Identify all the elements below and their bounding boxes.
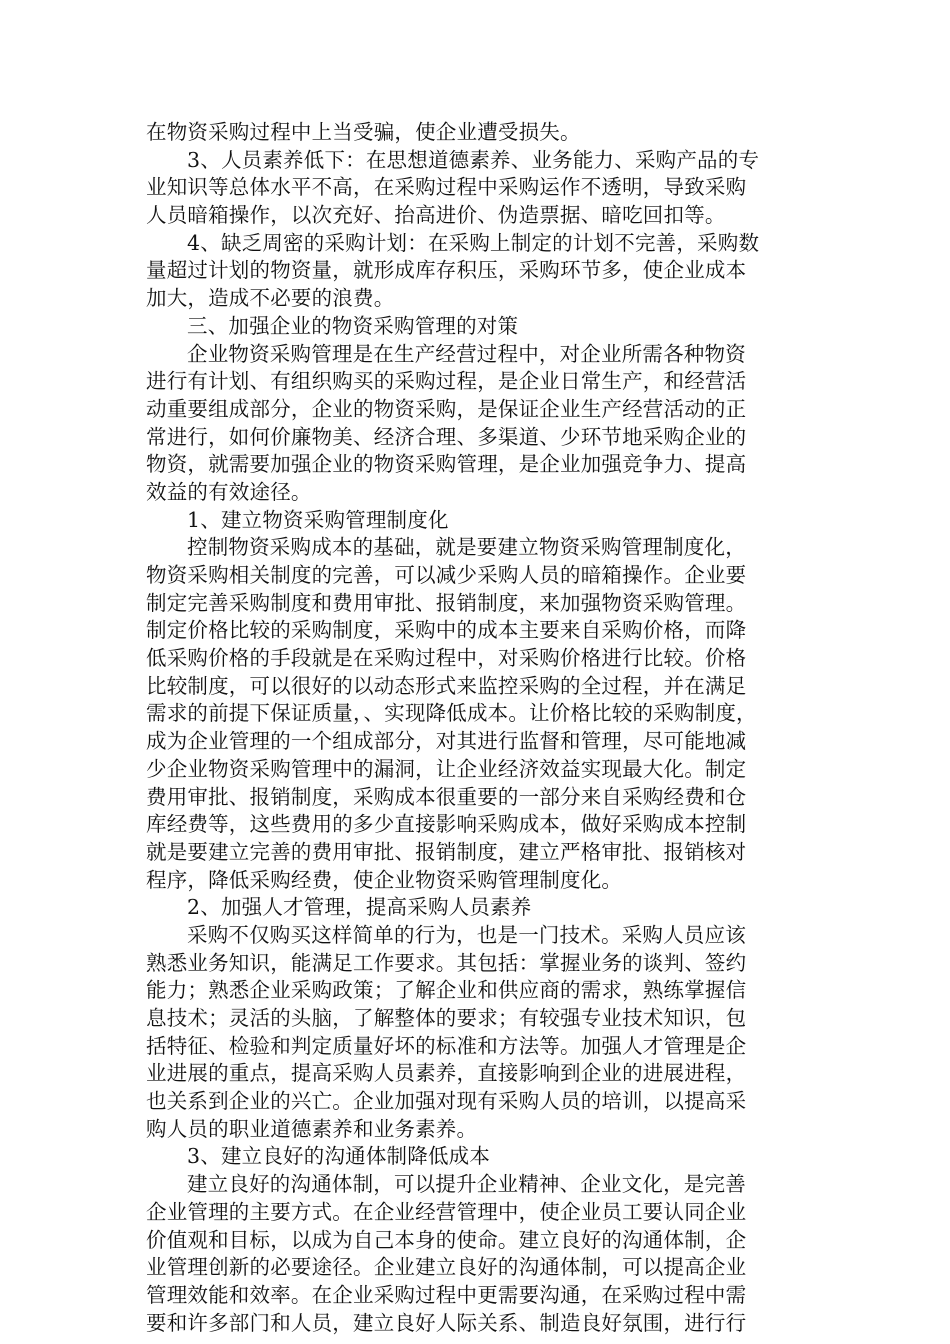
text-line: 1、建立物资采购管理制度化 <box>187 507 449 532</box>
text-line: 物资采购相关制度的完善，可以减少采购人员的暗箱操作。企业要 <box>146 563 747 587</box>
text-line: 价值观和目标，以成为自己本身的使命。建立良好的沟通体制，企 <box>146 1227 747 1252</box>
text-line: 企业管理的主要方式。在企业经营管理中，使企业员工要认同企业 <box>146 1199 747 1224</box>
text-line: 效益的有效途径。 <box>146 479 312 504</box>
text-line: 制定价格比较的采购制度，采购中的成本主要来自采购价格，而降 <box>146 618 747 643</box>
text-line: 企业物资采购管理是在生产经营过程中，对企业所需各种物资 <box>187 341 746 366</box>
text-line: 业进展的重点，提高采购人员素养，直接影响到企业的进展进程， <box>146 1061 747 1086</box>
text-line: 成为企业管理的一个组成部分，对其进行监督和管理，尽可能地减 <box>146 729 747 754</box>
text-line: 业知识等总体水平不高，在采购过程中采购运作不透明，导致采购 <box>146 175 747 200</box>
body-text <box>146 119 806 1337</box>
text-line: 物资，就需要加强企业的物资采购管理，是企业加强竞争力、提高 <box>146 452 747 477</box>
text-line: 管理效能和效率。在企业采购过程中更需要沟通，在采购过程中需 <box>146 1282 747 1307</box>
text-line: 比较制度，可以很好的以动态形式来监控采购的全过程，并在满足 <box>146 673 747 698</box>
text-line: 息技术；灵活的头脑，了解整体的要求；有较强专业技术知识，包 <box>146 1006 747 1030</box>
text-line: 需求的前提下保证质量，、实现降低成本。让价格比较的采购制度， <box>146 701 757 726</box>
text-line: 括特征、检验和判定质量好坏的标准和方法等。加强人才管理是企 <box>146 1033 747 1058</box>
text-line: 少企业物资采购管理中的漏洞，让企业经济效益实现最大化。制定 <box>146 756 747 781</box>
text-line: 费用审批、报销制度，采购成本很重要的一部分来自采购经费和仓 <box>146 784 747 809</box>
text-line: 程序，降低采购经费，使企业物资采购管理制度化。 <box>146 867 623 892</box>
text-line: 业管理创新的必要途径。企业建立良好的沟通体制，可以提高企业 <box>146 1255 747 1280</box>
text-line: 量超过计划的物资量，就形成库存积压，采购环节多，使企业成本 <box>146 258 747 283</box>
text-line: 熟悉业务知识，能满足工作要求。其包括：掌握业务的谈判、签约 <box>146 950 747 975</box>
text-line: 4、缺乏周密的采购计划：在采购上制定的计划不完善，采购数 <box>187 230 760 255</box>
text-line: 动重要组成部分，企业的物资采购，是保证企业生产经营活动的正 <box>146 396 747 421</box>
text-line: 能力；熟悉企业采购政策；了解企业和供应商的需求，熟练掌握信 <box>146 978 747 1003</box>
text-line: 购人员的职业道德素养和业务素养。 <box>146 1116 478 1141</box>
text-line: 建立良好的沟通体制，可以提升企业精神、企业文化，是完善 <box>187 1172 746 1197</box>
text-line: 加大，造成不必要的浪费。 <box>146 286 395 311</box>
text-line: 常进行，如何价廉物美、经济合理、多渠道、少环节地采购企业的 <box>146 424 747 449</box>
text-line: 控制物资采购成本的基础，就是要建立物资采购管理制度化， <box>187 535 746 560</box>
text-line: 2、加强人才管理，提高采购人员素养 <box>187 895 532 920</box>
text-line: 低采购价格的手段就是在采购过程中，对采购价格进行比较。价格 <box>146 646 747 671</box>
text-line: 3、建立良好的沟通体制降低成本 <box>187 1144 491 1169</box>
text-line: 3、人员素养低下：在思想道德素养、业务能力、采购产品的专 <box>187 147 760 172</box>
text-line: 制定完善采购制度和费用审批、报销制度，来加强物资采购管理。 <box>146 590 747 615</box>
text-line: 就是要建立完善的费用审批、报销制度，建立严格审批、报销核对 <box>146 839 747 864</box>
text-line: 要和许多部门和人员，建立良好人际关系、制造良好氛围，进行行 <box>146 1310 747 1335</box>
text-line: 采购不仅购买这样简单的行为，也是一门技术。采购人员应该 <box>187 922 746 947</box>
text-line: 在物资采购过程中上当受骗，使企业遭受损失。 <box>146 120 581 144</box>
text-line: 三、加强企业的物资采购管理的对策 <box>187 313 519 338</box>
text-line: 也关系到企业的兴亡。企业加强对现有采购人员的培训，以提高采 <box>146 1089 747 1114</box>
text-line: 人员暗箱操作，以次充好、抬高进价、伪造票据、暗吃回扣等。 <box>146 203 726 228</box>
text-line: 进行有计划、有组织购买的采购过程，是企业日常生产，和经营活 <box>146 369 747 394</box>
text-line: 库经费等，这些费用的多少直接影响采购成本，做好采购成本控制 <box>146 812 747 837</box>
